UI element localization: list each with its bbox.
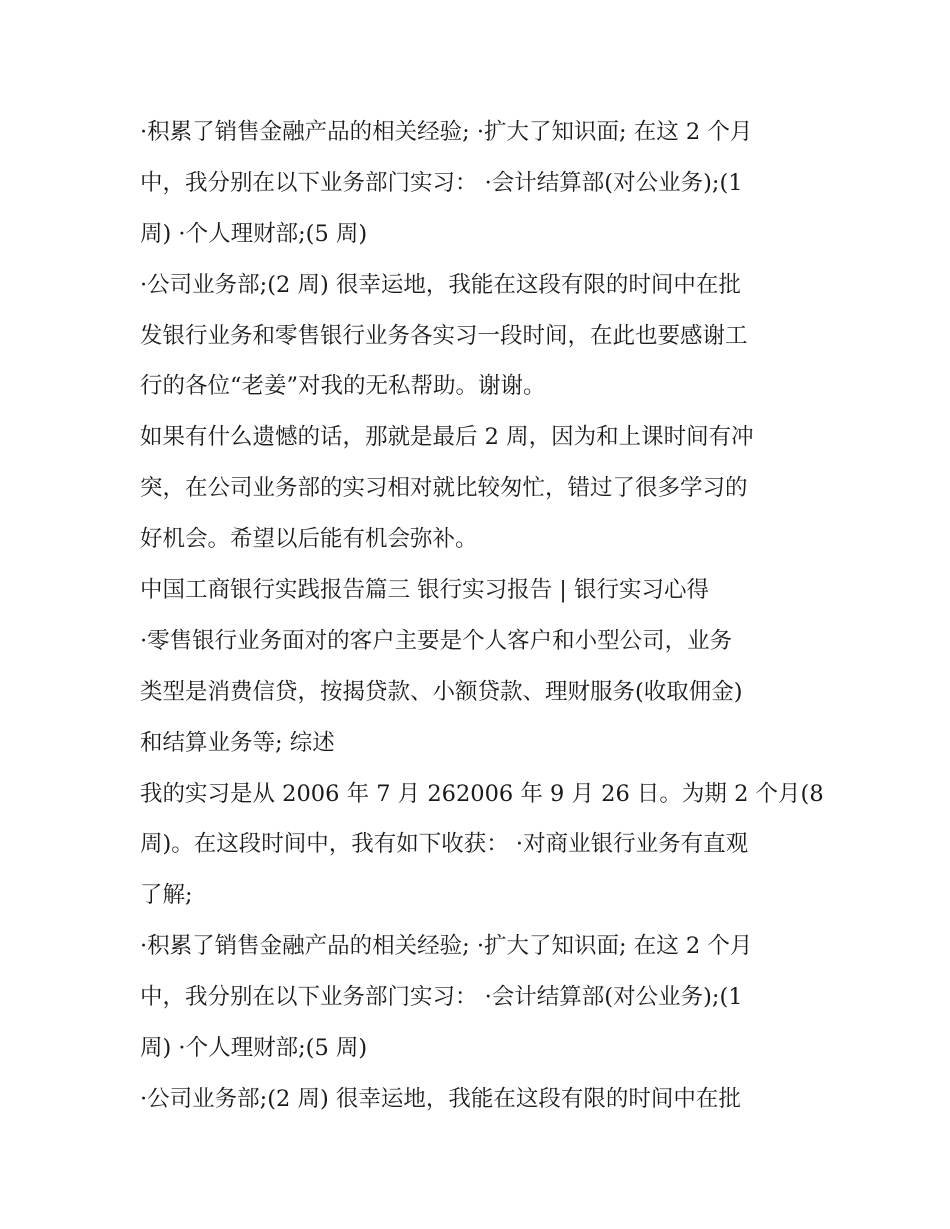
text-line: ·积累了销售金融产品的相关经验; ·扩大了知识面; 在这 2 个月 bbox=[140, 933, 753, 960]
text-line: 好机会。希望以后能有机会弥补。 bbox=[140, 526, 478, 553]
text-line: ·零售银行业务面对的客户主要是个人客户和小型公司，业务 bbox=[140, 627, 733, 654]
text-line: 周) ·个人理财部;(5 周) bbox=[140, 1035, 368, 1062]
section-heading: 中国工商银行实践报告篇三 银行实习报告 | 银行实习心得 bbox=[140, 577, 710, 604]
text-line: 中，我分别在以下业务部门实习： ·会计结算部(对公业务);(1 bbox=[140, 984, 743, 1011]
text-line: 行的各位“老姜”对我的无私帮助。谢谢。 bbox=[140, 373, 546, 400]
text-line: 了解; bbox=[140, 882, 193, 909]
text-line: 周)。在这段时间中，我有如下收获： ·对商业银行业务有直观 bbox=[140, 831, 749, 858]
text-line: ·公司业务部;(2 周) 很幸运地，我能在这段有限的时间中在批 bbox=[140, 271, 741, 298]
text-line: 和结算业务等; 综述 bbox=[140, 729, 335, 756]
text-line: 类型是消费信贷，按揭贷款、小额贷款、理财服务(收取佣金) bbox=[140, 678, 743, 705]
text-line: ·积累了销售金融产品的相关经验; ·扩大了知识面; 在这 2 个月 bbox=[140, 119, 753, 145]
text-line: 突，在公司业务部的实习相对就比较匆忙，错过了很多学习的 bbox=[140, 475, 748, 502]
text-line: 中，我分别在以下业务部门实习： ·会计结算部(对公业务);(1 bbox=[140, 169, 743, 196]
text-line: ·公司业务部;(2 周) 很幸运地，我能在这段有限的时间中在批 bbox=[140, 1085, 741, 1112]
text-line: 我的实习是从 2006 年 7 月 262006 年 9 月 26 日。为期 2 个月(8 bbox=[140, 780, 824, 807]
text-line: 发银行业务和零售银行业务各实习一段时间，在此也要感谢工 bbox=[140, 322, 748, 349]
text-line: 如果有什么遗憾的话，那就是最后 2 周，因为和上课时间有冲 bbox=[140, 424, 754, 451]
document-body bbox=[140, 107, 830, 1125]
text-line: 周) ·个人理财部;(5 周) bbox=[140, 220, 368, 247]
